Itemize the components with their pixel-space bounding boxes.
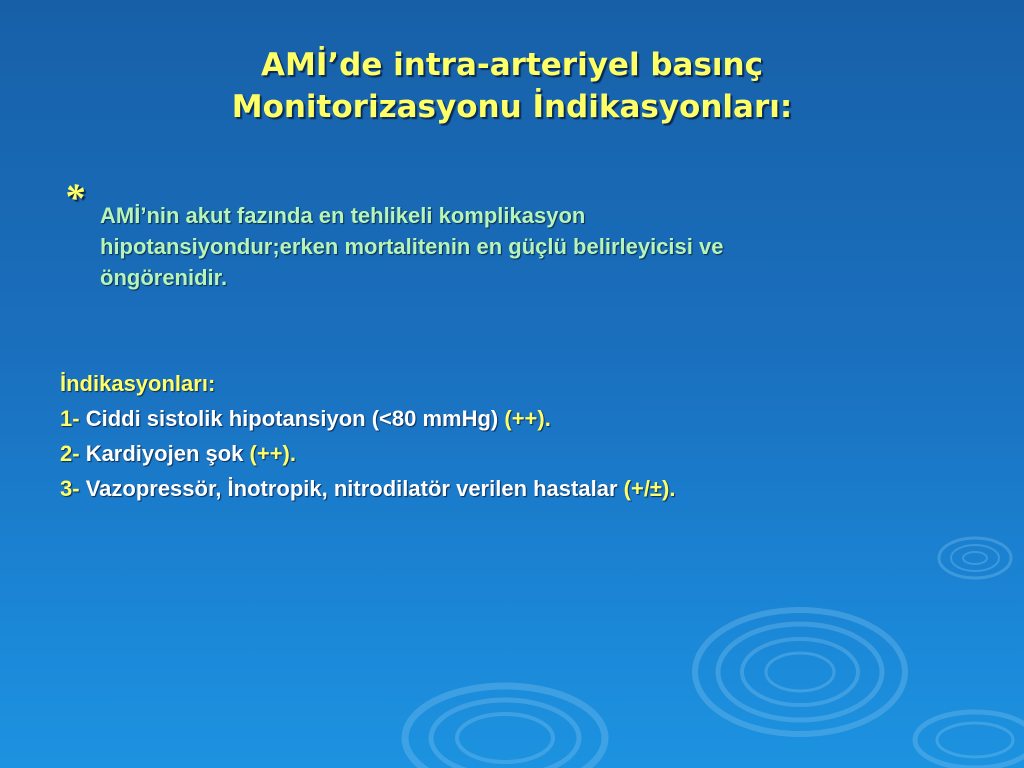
ripple-ring <box>937 723 1013 757</box>
indication-item-2 <box>60 436 980 471</box>
indications-heading: İndikasyonları: <box>60 371 216 396</box>
ripple-ring <box>939 538 1011 578</box>
ripple-ring <box>915 712 1024 768</box>
indication-rating: (+/±). <box>623 476 676 501</box>
ripple-ring <box>457 714 553 762</box>
slide-title-line-1: AMİ’de intra-arteriyel basınç <box>261 47 763 83</box>
ripple-ring <box>951 545 999 571</box>
ripple-ring <box>718 624 882 720</box>
indication-item-1 <box>60 401 980 436</box>
bullet-text <box>100 200 940 293</box>
slide-title <box>0 44 1024 128</box>
indication-rating: (++). <box>504 406 551 431</box>
bullet-line-2: hipotansiyondur;erken mortalitenin en güçlü belirleyicisi ve <box>100 234 724 259</box>
indication-number: 2- <box>60 441 80 466</box>
ripple-ring <box>695 610 905 734</box>
indications-list <box>60 366 980 506</box>
indication-text: Ciddi sistolik hipotansiyon (<80 mmHg) <box>85 406 499 431</box>
bullet-line-3: öngörenidir. <box>100 265 228 290</box>
indication-number: 1- <box>60 406 80 431</box>
ripple-ring <box>742 639 858 705</box>
slide-title-line-2: Monitorizasyonu İndikasyonları: <box>231 89 793 125</box>
ripple-ring <box>405 686 605 768</box>
ripple-ring <box>766 653 834 691</box>
ripple-ring <box>431 700 579 768</box>
ripple-ring <box>963 552 987 564</box>
indication-text: Vazopressör, İnotropik, nitrodilatör verilen hastalar <box>85 476 618 501</box>
bullet-line-1: AMİ’nin akut fazında en tehlikeli komplikasyon <box>100 203 586 228</box>
indication-item-3 <box>60 471 980 506</box>
indication-rating: (++). <box>249 441 296 466</box>
indication-text: Kardiyojen şok <box>85 441 244 466</box>
indication-number: 3- <box>60 476 80 501</box>
asterisk-bullet-icon: * <box>64 175 84 220</box>
